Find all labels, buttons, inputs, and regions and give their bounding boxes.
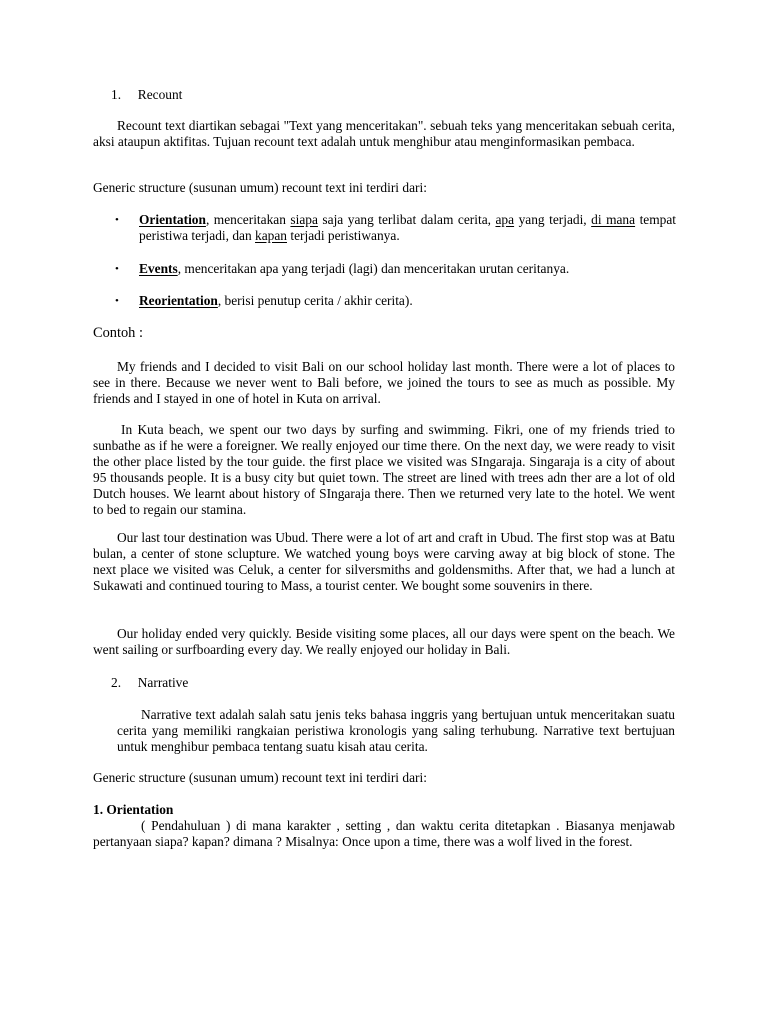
bullet-icon: • [115,295,119,307]
bullet-events: Events, menceritakan apa yang terjadi (lagi) dan menceritakan urutan ceritanya. [139,261,570,276]
section-title: Narrative [137,675,189,690]
bullet-icon: • [115,214,119,226]
bullet-term: Orientation [139,212,206,227]
orientation-paragraph: ( Pendahuluan ) di mana karakter , setting , dan waktu cerita ditetapkan . Biasanya menjawab pertanyaan siapa? kapan? dimana ? Misalnya: Once upon a time, there was a wolf lived in the forest. [93,818,675,849]
bullet-icon: • [115,263,119,275]
story-paragraph: Our last tour destination was Ubud. There were a lot of art and craft in Ubud. The first stop was at Batu bulan, a center of stone sclupture. We watched young boys were carving away at big block of stone. The next place we visited was Celuk, a center for silversmiths and goldensmiths. After that, we had a lunch at Sukawati and continued touring to Mass, a tourist center. We bought some souvenirs in there. [93,530,675,593]
recount-intro-text: Recount text diartikan sebagai "Text yang menceritakan". sebuah teks yang menceritakan sebuah cerita, aksi ataupun aktifitas. Tujuan recount text adalah untuk menghibur atau menginformasikan pembaca. [93,118,675,149]
story-paragraph: In Kuta beach, we spent our two days by surfing and swimming. Fikri, one of my friends tried to sunbathe as if he were a foreigner. We really enjoyed our time there. On the next day, we were ready to visit the other place listed by the tour guide. the first place we visited was SIngaraja. Singaraja is a city of about 95 thousands people. It is a busy city but quiet town. The street are lined with trees adn ther are a lot of old Dutch houses. We learnt about history of SIngaraja there. Then we returned very late to the hotel. We went to bed to regain our stamina. [93,422,675,517]
recount-intro [93,118,675,150]
section-heading-recount [111,87,182,103]
section-number: 2. [111,675,122,690]
story-paragraph: Our holiday ended very quickly. Beside visiting some places, all our days were spent on the beach. We went sailing or surfboarding every day. We really enjoyed our holiday in Bali. [93,626,675,657]
section-heading-narrative [111,675,188,691]
section-number: 1. [111,87,122,102]
example-label: Contoh : [93,325,143,341]
narrative-structure-intro: Generic structure (susunan umum) recount text ini terdiri dari: [93,770,427,785]
bullet-orientation: Orientation, menceritakan siapa saja yang terlibat dalam cerita, apa yang terjadi, di mana tempat peristiwa terjadi, dan kapan terjadi peristiwanya. [139,212,677,243]
bullet-reorientation: Reorientation, berisi penutup cerita / akhir cerita). [139,293,413,308]
orientation-heading: 1. Orientation [93,802,174,817]
narrative-intro: Narrative text adalah salah satu jenis teks bahasa inggris yang bertujuan untuk menceritakan suatu cerita yang memiliki rangkaian peristiwa kronologis yang saling terhubung. Narrative text bertujuan untuk menghibur pembaca tentang suatu kisah atau cerita. [117,707,675,754]
story-paragraph: My friends and I decided to visit Bali on our school holiday last month. There were a lot of places to see in there. Because we never went to Bali before, we joined the tours to see as much as possible. My friends and I stayed in one of hotel in Kuta on arrival. [93,359,675,406]
bullet-term: Events [139,261,178,276]
bullet-term: Reorientation [139,293,218,308]
recount-structure-intro: Generic structure (susunan umum) recount text ini terdiri dari: [93,180,427,195]
section-title: Recount [137,87,183,102]
